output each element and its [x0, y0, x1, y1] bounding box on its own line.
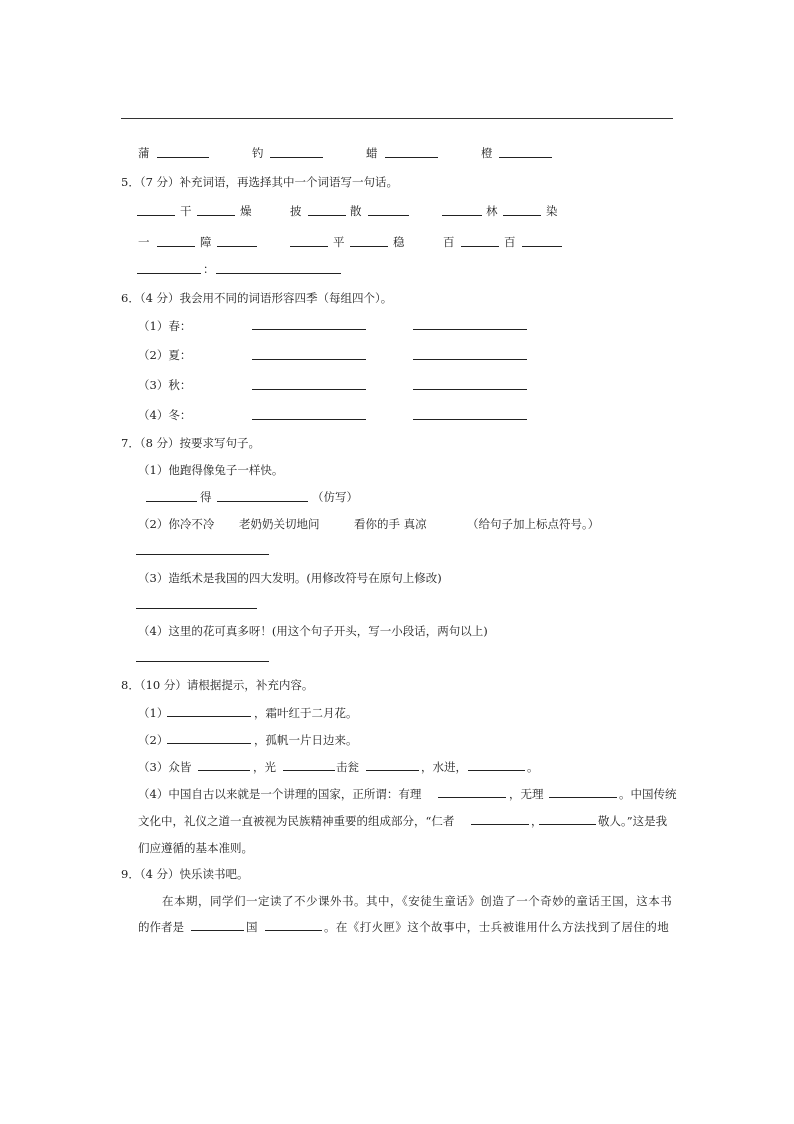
q8-l5: 敬人。”这是我 [598, 814, 668, 828]
q8-blank[interactable] [468, 770, 525, 771]
q5-char: 林 [486, 204, 498, 218]
q8-l3: ，水进， [421, 760, 467, 774]
q6-blank[interactable] [252, 329, 366, 330]
header-rule [121, 118, 673, 119]
q8-l2-text: ，孤帆一片日边来。 [254, 733, 358, 747]
q5-blank[interactable] [503, 215, 541, 216]
q5-blank[interactable] [137, 215, 175, 216]
q5-char: 散 [350, 204, 362, 218]
q6-item-spring: （1）春： [138, 319, 192, 333]
q9-paragraph: 在本期，同学们一定读了不少课外书。其中，《安徒生童话》创造了一个奇妙的童话王国，这本书 [162, 894, 673, 908]
q6-item-autumn: （3）秋： [138, 378, 192, 392]
q5-blank[interactable] [217, 246, 257, 247]
q7-s1: （1）他跑得像兔子一样快。 [138, 463, 284, 477]
q5-blank[interactable] [308, 215, 346, 216]
q4-blank-1[interactable] [157, 157, 209, 158]
q5-blank[interactable] [157, 246, 195, 247]
q7-s1-blank[interactable] [217, 501, 308, 502]
q8-blank[interactable] [283, 770, 335, 771]
q5-char: 稳 [393, 235, 405, 249]
q7-s1-de: 得 [200, 490, 212, 504]
q7-s3: （3）造纸术是我国的四大发明。(用修改符号在原句上修改) [138, 571, 442, 585]
q8-l5: 文化中，礼仪之道一直被视为民族精神重要的组成部分，“仁者 [138, 814, 455, 828]
q5-char: 一 [138, 235, 150, 249]
q5-char: 染 [546, 204, 558, 218]
q8-blank[interactable] [539, 824, 596, 825]
q5-char: 干 [180, 204, 192, 218]
q7-s2-part: 老奶奶关切地问 [239, 517, 320, 531]
q7-s1-note: （仿写） [312, 490, 358, 504]
q5-blank[interactable] [197, 215, 235, 216]
q8-l1-text: ，霜叶红于二月花。 [254, 706, 358, 720]
q8-l4: （4）中国自古以来就是一个讲理的国家，正所谓：有理 [138, 787, 422, 801]
q4-blank-3[interactable] [385, 157, 438, 158]
q6-blank[interactable] [252, 359, 366, 360]
q8-l1-num: （1） [138, 706, 169, 720]
q7-s3-blank[interactable] [136, 608, 257, 609]
q8-blank[interactable] [438, 797, 506, 798]
q6-item-winter: （4）冬： [138, 408, 192, 422]
q7-s2-blank[interactable] [136, 554, 269, 555]
q4-char-2: 钓 [252, 146, 264, 160]
q9-paragraph: 。在《打火匣》这个故事中，士兵被谁用什么方法找到了居住的地 [324, 920, 670, 934]
q7-s2-note: （给句子加上标点符号。） [467, 517, 600, 531]
q8-l3: 击瓮 [336, 760, 359, 774]
q8-l3: 。 [527, 760, 539, 774]
q5-char: 平 [333, 235, 345, 249]
q5-blank[interactable] [442, 215, 482, 216]
q5-word-blank[interactable] [137, 273, 201, 274]
q9-title: 9．（4 分）快乐读书吧。 [121, 867, 249, 881]
q8-blank[interactable] [167, 743, 251, 744]
q5-char: 燥 [240, 204, 252, 218]
q7-s4-blank[interactable] [136, 661, 269, 662]
q4-blank-4[interactable] [499, 157, 552, 158]
q5-char: 百 [443, 235, 455, 249]
q7-s4: （4）这里的花可真多呀！(用这个句子开头，写一小段话，两句以上) [138, 624, 488, 638]
q9-blank[interactable] [191, 930, 244, 931]
q8-blank[interactable] [471, 824, 529, 825]
q8-l3: ，光 [253, 760, 276, 774]
q5-char: 障 [200, 235, 212, 249]
q5-char: 百 [504, 235, 516, 249]
q6-blank[interactable] [413, 359, 527, 360]
q7-s1-blank[interactable] [146, 501, 197, 502]
q8-l4: 。中国传统 [619, 787, 677, 801]
q6-blank[interactable] [413, 419, 527, 420]
q8-l4: ，无理 [509, 787, 544, 801]
q5-colon: ： [203, 262, 215, 276]
q5-char: 披 [290, 204, 302, 218]
q6-title: 6．（4 分）我会用不同的词语形容四季（每组四个）。 [121, 291, 393, 305]
q9-paragraph: 国 [246, 920, 258, 934]
q8-blank[interactable] [549, 797, 617, 798]
q5-blank[interactable] [522, 246, 562, 247]
q8-blank[interactable] [198, 770, 250, 771]
q8-l5: ， [531, 814, 543, 828]
q4-blank-2[interactable] [270, 157, 323, 158]
q5-blank[interactable] [461, 246, 499, 247]
q5-blank[interactable] [368, 215, 409, 216]
q9-paragraph: 的作者是 [138, 920, 184, 934]
q8-blank[interactable] [167, 716, 251, 717]
q5-sentence-blank[interactable] [216, 273, 341, 274]
q4-char-1: 蒲 [138, 146, 150, 160]
q4-char-4: 橙 [481, 146, 493, 160]
q6-item-summer: （2）夏： [138, 348, 192, 362]
q6-blank[interactable] [413, 389, 527, 390]
q7-title: 7．（8 分）按要求写句子。 [121, 436, 261, 450]
q7-s2-part: 看你的手 真凉 [354, 517, 427, 531]
q4-char-3: 蜡 [366, 146, 378, 160]
q6-blank[interactable] [413, 329, 527, 330]
q7-s2-part: （2）你冷不冷 [138, 517, 215, 531]
q8-l2-num: （2） [138, 733, 169, 747]
q6-blank[interactable] [252, 389, 366, 390]
q5-blank[interactable] [350, 246, 388, 247]
q8-blank[interactable] [366, 770, 419, 771]
q8-title: 8．（10 分）请根据提示，补充内容。 [121, 678, 314, 692]
q5-title: 5．（7 分）补充词语，再选择其中一个词语写一句话。 [121, 175, 399, 189]
q9-blank[interactable] [265, 930, 322, 931]
q8-l6: 们应遵循的基本准则。 [138, 841, 253, 855]
q6-blank[interactable] [252, 419, 366, 420]
q8-l3: （3）众皆 [138, 760, 192, 774]
q5-blank[interactable] [290, 246, 328, 247]
